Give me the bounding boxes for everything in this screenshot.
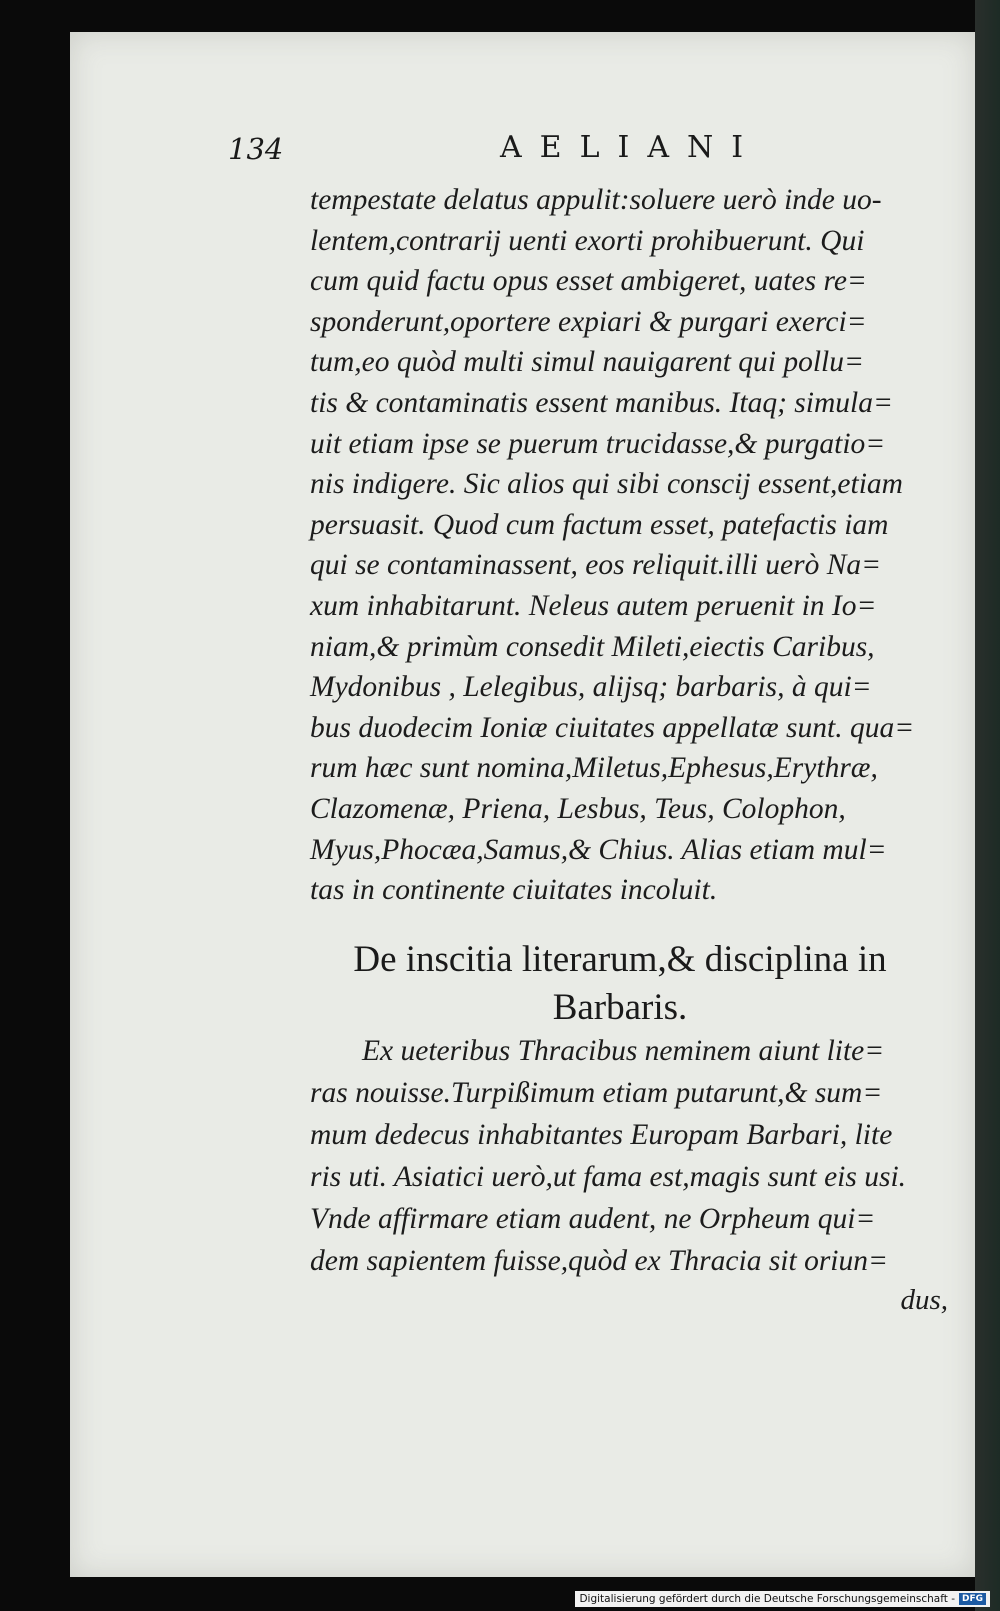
text-line: cum quid factu opus esset ambigeret, uates re= (310, 265, 867, 298)
text-line: tis & contaminatis essent manibus. Itaq; simula= (310, 386, 893, 419)
text-line: ris uti. Asiatici uerò,ut fama est,magis sunt eis usi. (310, 1161, 907, 1193)
main-paragraph (310, 180, 922, 911)
running-head (228, 102, 948, 166)
text-line: rum hæc sunt nomina,Miletus,Ephesus,Erythræ, (310, 752, 878, 785)
text-line: uit etiam ipse se puerum trucidasse,& purgatio= (310, 427, 886, 460)
text-line: tempestate delatus appulit:soluere uerò inde uo- (310, 184, 882, 216)
text-line: Myus,Phocæa,Samus,& Chius. Alias etiam mul= (310, 833, 887, 866)
text-line: persuasit. Quod cum factum esset, patefactis iam (310, 508, 889, 541)
text-line: lentem,contrarij uenti exorti prohibuerunt. Qui (310, 224, 865, 257)
text-line: bus duodecim Ioniæ ciuitates appellatæ sunt. qua= (310, 711, 915, 744)
page-number: 134 (228, 132, 284, 166)
dfg-logo: DFG (959, 1593, 986, 1605)
text-line: tum,eo quòd multi simul nauigarent qui pollu= (310, 346, 864, 379)
section-heading (300, 936, 940, 1032)
catchword: dus, (900, 1284, 948, 1316)
text-line: Ex ueteribus Thracibus neminem aiunt lite= (362, 1035, 885, 1067)
text-line: qui se contaminassent, eos reliquit.illi uerò Na= (310, 549, 882, 582)
digitization-credit (575, 1591, 990, 1607)
text-line: Mydonibus , Lelegibus, alijsq; barbaris, à qui= (310, 671, 872, 704)
text-line: tas in continente ciuitates incoluit. (310, 874, 718, 907)
text-line: ras nouisse.Turpißimum etiam putarunt,& sum= (310, 1077, 883, 1109)
heading-line: De inscitia literarum,& disciplina in (353, 939, 887, 980)
second-paragraph (310, 1030, 922, 1282)
text-line: xum inhabitarunt. Neleus autem peruenit in Io= (310, 589, 877, 622)
credit-text: Digitalisierung gefördert durch die Deutsche Forschungsgemeinschaft - (579, 1593, 955, 1605)
text-line: Vnde affirmare etiam audent, ne Orpheum qui= (310, 1203, 876, 1235)
text-line: mum dedecus inhabitantes Europam Barbari, lite (310, 1119, 893, 1151)
text-line: niam,& primùm consedit Mileti,eiectis Caribus, (310, 630, 875, 663)
book-spine (975, 0, 1000, 1611)
text-line: Clazomenæ, Priena, Lesbus, Teus, Colophon, (310, 792, 846, 825)
text-line: nis indigere. Sic alios qui sibi conscij essent,etiam (310, 468, 903, 501)
heading-line: Barbaris. (552, 987, 688, 1028)
text-line: sponderunt,oportere expiari & purgari exerci= (310, 305, 867, 338)
text-line: dem sapientem fuisse,quòd ex Thracia sit oriun= (310, 1245, 888, 1277)
header-title: AELIANI (500, 130, 762, 165)
